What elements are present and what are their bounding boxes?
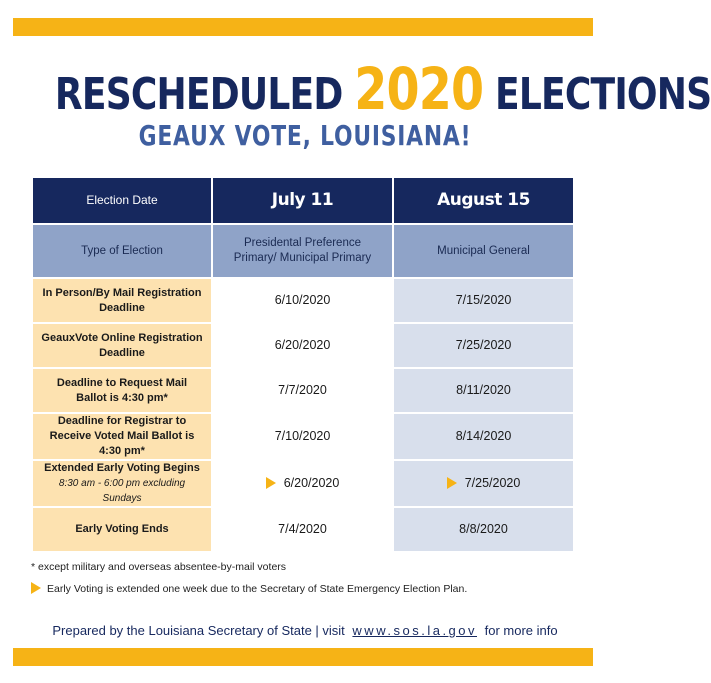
table-row (33, 461, 573, 506)
asterisk-footnote: * except military and overseas absentee-by-mail voters (31, 561, 287, 573)
august-value: 8/14/2020 (394, 414, 573, 459)
page-title (54, 55, 711, 126)
row-label: Early Voting Ends (33, 508, 211, 551)
title-pre: RESCHEDULED (54, 69, 343, 120)
type-of-election-label: Type of Election (33, 225, 211, 277)
row-label-main: Extended Early Voting Begins (44, 462, 200, 474)
table-row (33, 414, 573, 459)
july-value-text: 6/20/2020 (283, 476, 340, 490)
august-election-type: Municipal General (394, 225, 573, 277)
table-row (33, 508, 573, 551)
july-value: 7/4/2020 (213, 508, 392, 551)
row-label-sub: 8:30 am - 6:00 pm excluding Sundays (58, 478, 186, 504)
page-subtitle: GEAUX VOTE, LOUISIANA! (138, 119, 472, 152)
sos-website-link[interactable]: www.sos.la.gov (352, 623, 478, 638)
august-value (394, 461, 573, 506)
arrow-footnote (31, 583, 467, 595)
type-row (33, 225, 573, 277)
row-label: In Person/By Mail Registration Deadline (33, 279, 211, 322)
footer (0, 623, 610, 638)
table-row (33, 324, 573, 367)
july-value: 6/20/2020 (213, 324, 392, 367)
august-value: 7/25/2020 (394, 324, 573, 367)
july-election-type: Presidental Preference Primary/ Municipal Primary (213, 225, 392, 277)
election-date-label: Election Date (33, 178, 211, 223)
july-value: 7/7/2020 (213, 369, 392, 412)
july-value: 6/10/2020 (213, 279, 392, 322)
row-label: Deadline to Request Mail Ballot is 4:30 pm* (33, 369, 211, 412)
row-label (33, 461, 211, 506)
title-year: 2020 (354, 55, 484, 123)
august-value: 8/11/2020 (394, 369, 573, 412)
july-value: 7/10/2020 (213, 414, 392, 459)
august-value-text: 7/25/2020 (464, 476, 521, 490)
august-value: 7/15/2020 (394, 279, 573, 322)
row-label: GeauxVote Online Registration Deadline (33, 324, 211, 367)
table-row (33, 369, 573, 412)
early-voting-arrow-icon (31, 582, 41, 594)
row-label: Deadline for Registrar to Receive Voted Mail Ballot is 4:30 pm* (33, 414, 211, 459)
august-value: 8/8/2020 (394, 508, 573, 551)
table-row (33, 279, 573, 322)
footer-suffix: for more info (484, 623, 558, 638)
early-voting-arrow-icon (266, 477, 276, 489)
early-voting-arrow-icon (447, 477, 457, 489)
july-date-header: July 11 (213, 178, 392, 223)
elections-table (31, 176, 575, 553)
header-row (33, 178, 573, 223)
july-value (213, 461, 392, 506)
arrow-footnote-text: Early Voting is extended one week due to the Secretary of State Emergency Election Plan. (47, 583, 468, 595)
top-accent-bar (13, 18, 593, 36)
title-post: ELECTIONS (495, 69, 711, 120)
bottom-accent-bar (13, 648, 593, 666)
august-date-header: August 15 (394, 178, 573, 223)
footer-prefix: Prepared by the Louisiana Secretary of State | visit (52, 623, 345, 638)
